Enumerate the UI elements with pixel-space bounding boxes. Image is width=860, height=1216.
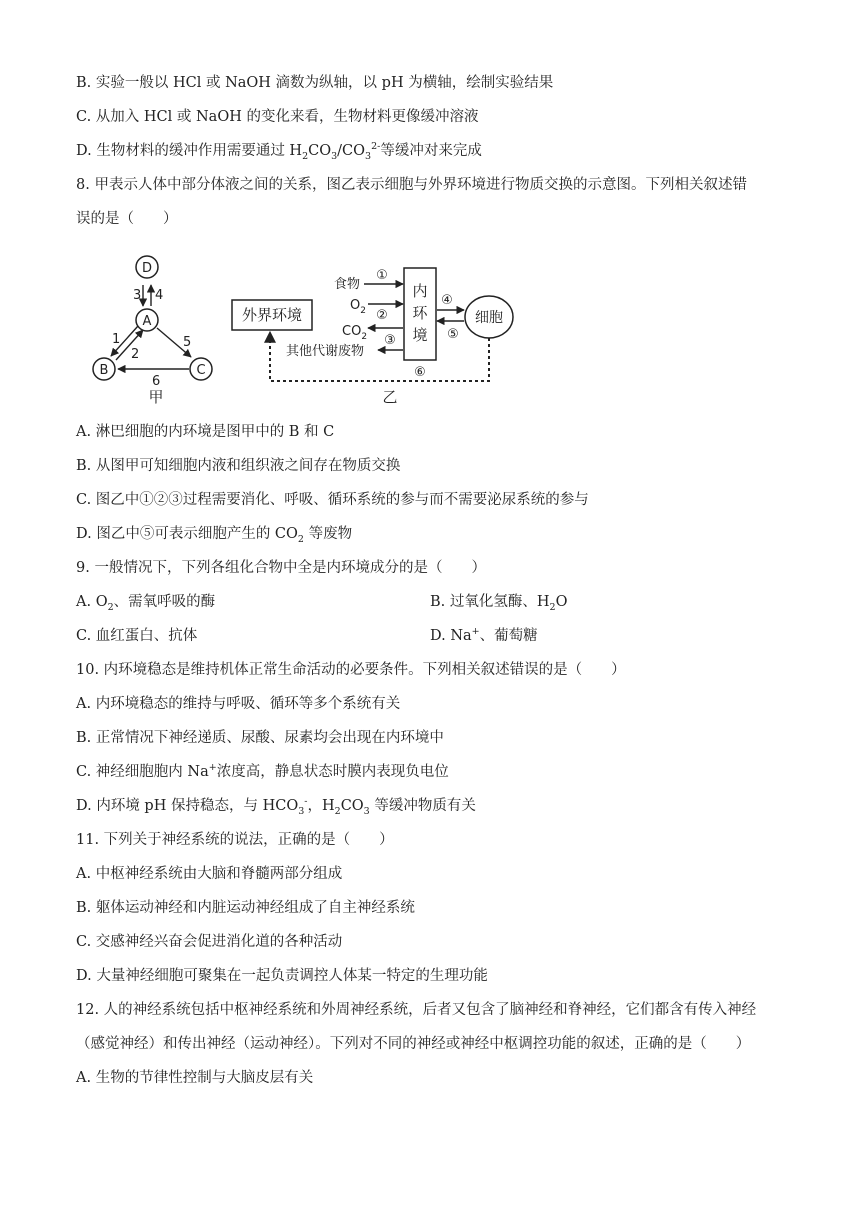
q10-option-d: D. 内环境 pH 保持稳态，与 $HCO_3^-$，$H_2CO_3$ 等缓冲物质有关 bbox=[76, 796, 476, 817]
internal-env-char-3: 境 bbox=[412, 326, 428, 344]
q11-stem: 11. 下列关于神经系统的说法，正确的是（ ） bbox=[76, 832, 394, 848]
figure-yi bbox=[228, 258, 518, 408]
q9-option-c: C. 血红蛋白、抗体 bbox=[76, 628, 198, 644]
q11-option-a: A. 中枢神经系统由大脑和脊髓两部分组成 bbox=[76, 866, 343, 882]
svg-text:D: D bbox=[141, 261, 153, 276]
num-2: ② bbox=[376, 308, 388, 323]
num-1: ① bbox=[376, 268, 388, 283]
cell-circle: 细胞 bbox=[475, 310, 503, 326]
q8-option-d: D. 图乙中⑤可表示细胞产生的 $CO_2$ 等废物 bbox=[76, 526, 353, 545]
q8-option-c: C. 图乙中①②③过程需要消化、呼吸、循环系统的参与而不需要泌尿系统的参与 bbox=[76, 492, 589, 508]
node-a bbox=[136, 309, 158, 331]
svg-text:C: C bbox=[196, 363, 206, 378]
q12-stem-line2: （感觉神经）和传出神经（运动神经）。下列对不同的神经或神经中枢调控功能的叙述，正确的是（ ） bbox=[76, 1036, 751, 1052]
o2-label: $O_2$ bbox=[350, 298, 366, 316]
arrow-label-3: 3 bbox=[133, 288, 142, 303]
figure-yi-caption: 乙 bbox=[382, 388, 398, 406]
external-environment-box: 外界环境 bbox=[241, 306, 303, 324]
node-d bbox=[136, 256, 158, 278]
q10-option-b: B. 正常情况下神经递质、尿酸、尿素均会出现在内环境中 bbox=[76, 730, 444, 746]
q7-option-c: C. 从加入 HCl 或 NaOH 的变化来看，生物材料更像缓冲溶液 bbox=[76, 109, 479, 125]
q12-stem-line1: 12. 人的神经系统包括中枢神经系统和外周神经系统，后者又包含了脑神经和脊神经，它们都含有传入神经 bbox=[76, 1002, 757, 1018]
q9-option-d: D. Na+、葡萄糖 bbox=[430, 626, 538, 644]
num-5: ⑤ bbox=[447, 327, 459, 342]
q11-option-d: D. 大量神经细胞可聚集在一起负责调控人体某一特定的生理功能 bbox=[76, 968, 488, 984]
q11-option-b: B. 躯体运动神经和内脏运动神经组成了自主神经系统 bbox=[76, 900, 415, 916]
q7-option-d: D. 生物材料的缓冲作用需要通过 $H_2CO_3/CO_3^{2-}$等缓冲对来完成 bbox=[76, 141, 482, 162]
q11-option-c: C. 交感神经兴奋会促进消化道的各种活动 bbox=[76, 934, 343, 950]
q10-option-a: A. 内环境稳态的维持与呼吸、循环等多个系统有关 bbox=[76, 696, 401, 712]
figure-jia bbox=[80, 248, 230, 408]
q8-stem-line2: 误的是（ ） bbox=[76, 211, 178, 227]
arrow-label-4: 4 bbox=[155, 288, 164, 303]
num-4: ④ bbox=[441, 293, 453, 308]
q8-stem-line1: 8. 甲表示人体中部分体液之间的关系，图乙表示细胞与外界环境进行物质交换的示意图。下列相关叙述错 bbox=[76, 177, 747, 193]
svg-text:A: A bbox=[142, 314, 152, 329]
arrow-label-6: 6 bbox=[152, 374, 161, 389]
node-b bbox=[93, 358, 115, 380]
q8-option-b: B. 从图甲可知细胞内液和组织液之间存在物质交换 bbox=[76, 458, 401, 474]
q7-option-b: B. 实验一般以 HCl 或 NaOH 滴数为纵轴，以 pH 为横轴，绘制实验结果 bbox=[76, 75, 554, 91]
co2-label: $CO_2$ bbox=[342, 324, 368, 342]
q9-option-a: A. $O_2$、需氧呼吸的酶 bbox=[76, 594, 216, 613]
internal-env-char-2: 环 bbox=[412, 304, 428, 322]
q9-option-b: B. 过氧化氢酶、$H_2O$ bbox=[430, 594, 568, 613]
internal-env-char-1: 内 bbox=[412, 282, 428, 300]
num-6: ⑥ bbox=[414, 365, 426, 380]
arrow-label-1: 1 bbox=[112, 332, 121, 347]
arrow-label-5: 5 bbox=[183, 335, 192, 350]
q8-option-a: A. 淋巴细胞的内环境是图甲中的 B 和 C bbox=[76, 424, 335, 440]
q10-option-c: C. 神经细胞胞内 Na+浓度高，静息状态时膜内表现负电位 bbox=[76, 762, 449, 780]
num-3: ③ bbox=[384, 333, 396, 348]
node-c bbox=[190, 358, 212, 380]
q9-stem: 9. 一般情况下，下列各组化合物中全是内环境成分的是（ ） bbox=[76, 560, 486, 576]
food-label: 食物 bbox=[334, 277, 361, 292]
waste-label: 其他代谢废物 bbox=[286, 344, 365, 359]
svg-text:B: B bbox=[99, 363, 109, 378]
q10-stem: 10. 内环境稳态是维持机体正常生命活动的必要条件。下列相关叙述错误的是（ ） bbox=[76, 662, 626, 678]
q12-option-a: A. 生物的节律性控制与大脑皮层有关 bbox=[76, 1070, 314, 1086]
figure-jia-caption: 甲 bbox=[148, 388, 164, 406]
arrow-label-2: 2 bbox=[131, 347, 140, 362]
